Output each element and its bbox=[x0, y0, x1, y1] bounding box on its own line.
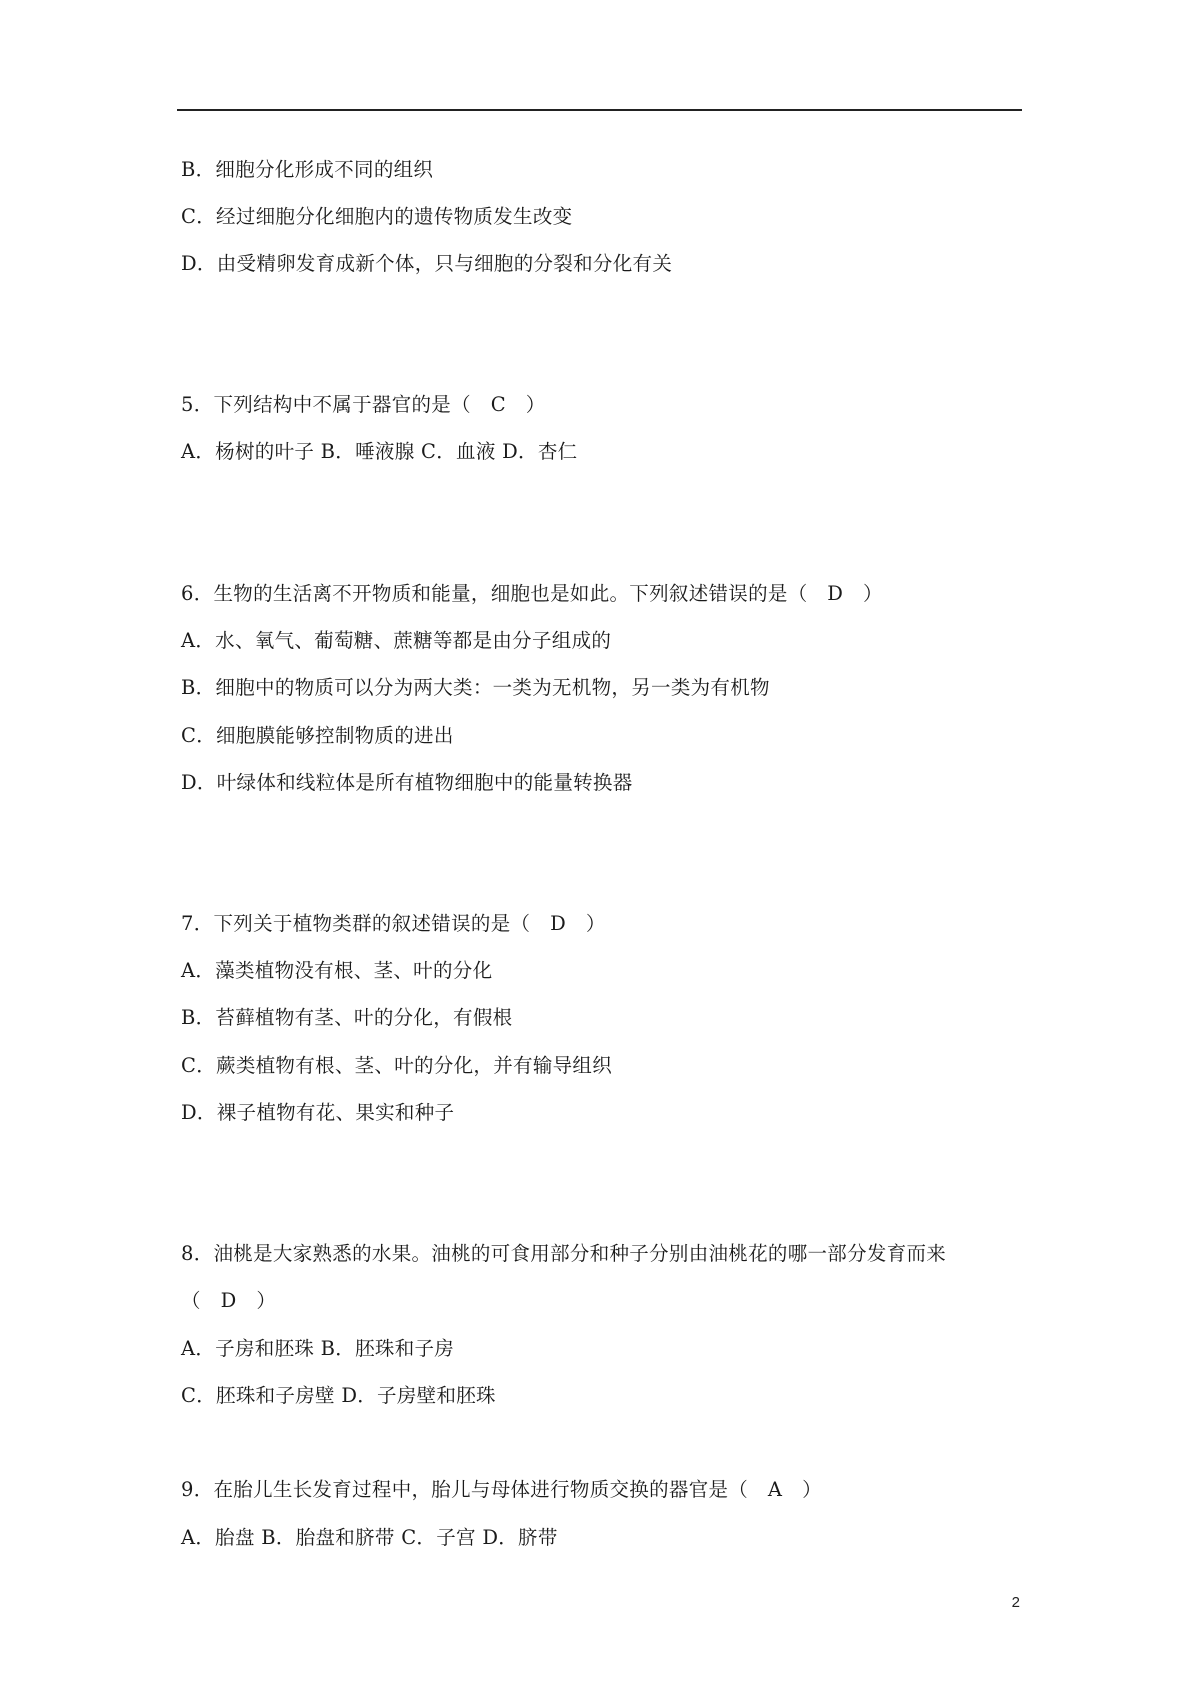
q4-option-c: C．经过细胞分化细胞内的遗传物质发生改变 bbox=[181, 205, 573, 228]
q8-answer: （ D ） bbox=[181, 1289, 277, 1312]
q6-stem: 6．生物的生活离不开物质和能量，细胞也是如此。下列叙述错误的是（ D ） bbox=[181, 582, 883, 605]
q8-options-line-1: A．子房和胚珠 B．胚珠和子房 bbox=[181, 1337, 455, 1360]
q7-option-d: D．裸子植物有花、果实和种子 bbox=[181, 1101, 455, 1124]
q6-option-a: A．水、氧气、葡萄糖、蔗糖等都是由分子组成的 bbox=[181, 629, 612, 652]
q9-options: A．胎盘 B．胎盘和脐带 C．子宫 D．脐带 bbox=[181, 1526, 558, 1549]
q9-stem: 9．在胎儿生长发育过程中，胎儿与母体进行物质交换的器官是（ A ） bbox=[181, 1478, 822, 1501]
q6-option-b: B．细胞中的物质可以分为两大类：一类为无机物，另一类为有机物 bbox=[181, 676, 770, 699]
q8-stem: 8．油桃是大家熟悉的水果。油桃的可食用部分和种子分别由油桃花的哪一部分发育而来 bbox=[181, 1242, 947, 1265]
q8-options-line-2: C．胚珠和子房壁 D．子房壁和胚珠 bbox=[181, 1384, 496, 1407]
header-rule bbox=[177, 109, 1022, 111]
q5-stem: 5．下列结构中不属于器官的是（ C ） bbox=[181, 393, 546, 416]
q4-option-d: D．由受精卵发育成新个体，只与细胞的分裂和分化有关 bbox=[181, 252, 673, 275]
q6-option-c: C．细胞膜能够控制物质的进出 bbox=[181, 724, 454, 747]
q5-options: A．杨树的叶子 B．唾液腺 C．血液 D．杏仁 bbox=[181, 440, 578, 463]
q4-option-b: B．细胞分化形成不同的组织 bbox=[181, 158, 434, 181]
q7-stem: 7．下列关于植物类群的叙述错误的是（ D ） bbox=[181, 912, 606, 935]
q7-option-a: A．藻类植物没有根、茎、叶的分化 bbox=[181, 959, 493, 982]
page-number: 2 bbox=[1011, 1594, 1020, 1611]
q7-option-c: C．蕨类植物有根、茎、叶的分化，并有输导组织 bbox=[181, 1054, 613, 1077]
q6-option-d: D．叶绿体和线粒体是所有植物细胞中的能量转换器 bbox=[181, 771, 633, 794]
q7-option-b: B．苔藓植物有茎、叶的分化，有假根 bbox=[181, 1006, 513, 1029]
